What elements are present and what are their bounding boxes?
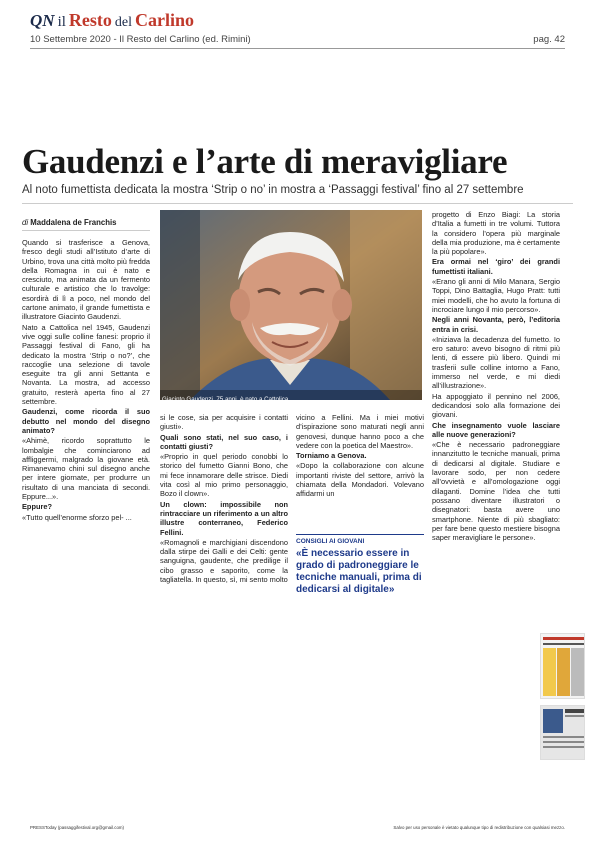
article-paragraph: si le cose, sia per acquisire i contatti giusti». <box>160 413 288 432</box>
pullquote-divider <box>296 534 424 535</box>
interview-question: Un clown: impossibile non rintracciare un riferimento a un altro illustre conterraneo, Federico Fellini. <box>160 499 288 537</box>
interview-question: Era ormai nel ‘giro’ dei grandi fumettisti italiani. <box>432 257 560 276</box>
article-paragraph: Ha appoggiato il pennino nel 2006, dedicandosi solo alla formazione dei giovani. <box>432 391 560 420</box>
interview-question: Gaudenzi, come ricorda il suo debutto nel mondo del disegno animato? <box>22 407 150 435</box>
pullquote-label: CONSIGLI AI GIOVANI <box>296 538 365 545</box>
page-thumbnail-2 <box>540 705 585 760</box>
byline-divider <box>22 230 150 231</box>
article-paragraph: «Erano gli anni di Milo Manara, Sergio Toppi, Dino Battaglia, Hugo Pratt: tutti miei modelli, che ho avuto la fortuna di incrociare lungo il mio percorso». <box>432 277 560 314</box>
masthead-il: il <box>57 14 66 30</box>
page-number: pag. 42 <box>533 34 565 45</box>
article-headline: Gaudenzi e l’arte di meravigliare <box>22 142 508 181</box>
footer-disclaimer: Salvo per uso personale è vietato qualunque tipo di redistribuzione con qualsiasi mezzo. <box>393 825 565 830</box>
interview-question: Quali sono stati, nel suo caso, i contatti giusti? <box>160 432 288 451</box>
masthead-carlino: Carlino <box>135 10 195 30</box>
byline-author: Maddalena de Franchis <box>30 218 117 227</box>
interview-question: Eppure? <box>22 502 52 512</box>
article-paragraph: «Tutto quell’enorme sforzo pel- ... <box>22 512 132 522</box>
article-paragraph: Nato a Cattolica nel 1945, Gaudenzi vive oggi sulle colline fanesi: proprio il Passaggi festival di Fano, gli ha dedicato la mostra ‘Strip o no?’, che raccoglie una selezione di tavole eseguite tra gli anni Settanta e Novanta. La mostra, ad accesso gratuito, resterà aperta fino al 27 settembre. <box>22 322 150 407</box>
article-column-3 <box>296 413 424 500</box>
thumbnail-preview-2-icon <box>541 706 586 761</box>
article-paragraph: «Romagnoli e marchigiani discendono dalla stirpe dei Galli e dei Celti: gente sanguigna, gaudente, che predilige il cibo grasso e saporito, come la tagliatella. In questo, sì, mi sento molto <box>160 537 288 585</box>
subhead-divider <box>22 203 573 204</box>
byline-prefix: di <box>22 218 29 227</box>
page-thumbnail <box>540 633 585 699</box>
masthead-del: del <box>114 15 133 30</box>
article-paragraph: Quando si trasferisce a Genova, fresco degli studi all’Istituto d’arte di Urbino, trova una città molto più fredda della Romagna in cui è nato e cresciuto, ma animata da un fermento culturale e artistico che lo travolge: esordirà di lì a poco, nel mondo del cartone animato, il grande fumettista e illustratore Giacinto Gaudenzi. <box>22 238 150 322</box>
portrait-illustration <box>160 210 422 400</box>
article-paragraph: vicino a Fellini. Ma i miei motivi d’ispirazione sono maturati negli anni genovesi, dunque hanno poco a che vedere con la poetica del Maestro». <box>296 413 424 450</box>
interview-question: Torniamo a Genova. <box>296 451 367 461</box>
masthead-resto: Resto <box>68 10 112 30</box>
article-column-4 <box>432 210 560 543</box>
publication-info: 10 Settembre 2020 - Il Resto del Carlino (ed. Rimini) <box>30 34 251 45</box>
article-paragraph: «Che è necessario padroneggiare innanzitutto le tecniche manuali, prima di dedicarsi al digitale. Studiare e lavorare sodo, per non cedere all’ovvietà e all’omologazione oggi dilaganti. Domine l’idea che tutti possano diventare illustratori o disegnatori: basta avere uno smartphone. Niente di più sbagliato: per fare bene questo mestiere bisogna saper meravigliare le persone». <box>432 440 560 543</box>
article-paragraph: «Proprio in quel periodo conobbi lo storico del fumetto Gianni Bono, che mi fece innamorare delle strisce. Diedi vita così al mio primo personaggio, Bozo il clown». <box>160 452 288 499</box>
interview-question: Che insegnamento vuole lasciare alle nuove generazioni? <box>432 420 560 439</box>
interview-question: Negli anni Novanta, però, l’editoria entra in crisi. <box>432 315 560 334</box>
article-column-2 <box>160 413 288 585</box>
article-column-1 <box>22 238 150 523</box>
article-paragraph: «Ahimè, ricordo soprattutto le lombalgie che cominciarono ad affliggermi, malgrado la giovane età. Rimanevamo chini sul disegno anche per intere giornate, per produrre un risultato di una manciata di secondi. Eppure...». <box>22 436 150 502</box>
footer-source: PRESSToday (passaggifestival.org@gmail.com) <box>30 825 125 830</box>
byline <box>22 218 116 227</box>
article-paragraph: progetto di Enzo Biagi: La storia d’Italia a fumetti in tre volumi. Tuttora la considero l’opera più marginale della mia produzione, ma è certamente la più popolare». <box>432 210 560 257</box>
article-paragraph: «Iniziava la decadenza del fumetto. Io ero saturo: avevo bisogno di ritmi più lenti, di essere più libero. Quindi mi trasferii sulle colline intorno a Fano, immerso nel verde, e mi diedi all’illustrazione». <box>432 334 560 391</box>
thumbnail-preview-icon <box>541 634 586 700</box>
article-paragraph: «Dopo la collaborazione con alcune importanti riviste del settore, arrivò la chiamata della Mondadori. Volevano affidarmi un <box>296 461 424 499</box>
article-subhead: Al noto fumettista dedicata la mostra ‘Strip o no’ in mostra a ‘Passaggi festival’ fino al 27 settembre <box>22 184 524 196</box>
masthead-qn: QN <box>30 11 55 30</box>
portrait-photo <box>160 210 422 400</box>
photo-caption: Giacinto Gaudenzi, 75 anni, è nato a Cattolica <box>162 396 289 403</box>
pullquote-text: «È necessario essere in grado di padroneggiare le tecniche manuali, prima di dedicarsi al digitale» <box>296 548 422 595</box>
masthead-logo <box>30 10 194 32</box>
header-divider <box>30 48 565 49</box>
